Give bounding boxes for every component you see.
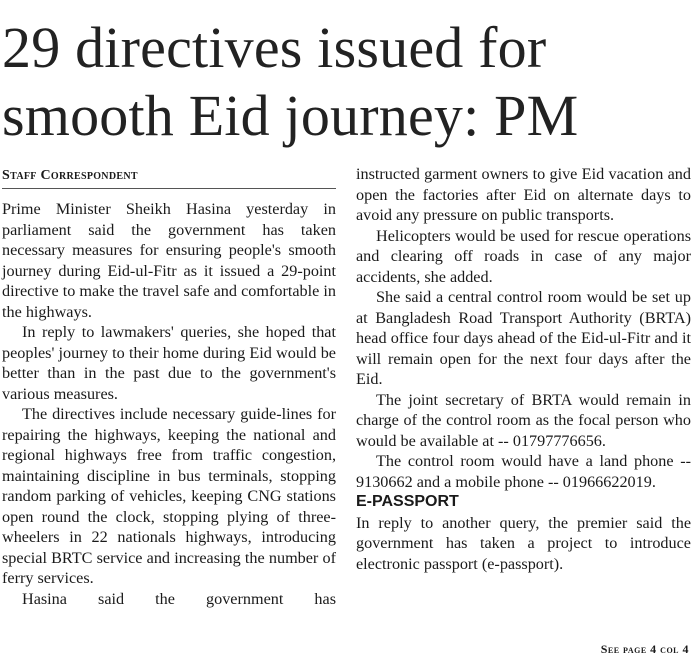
paragraph: The control room would have a land phone -- 9130662 and a mobile phone -- 01966622019.: [356, 452, 691, 491]
paragraph: instructed garment owners to give Eid vacation and open the factories after Eid on alternate days to avoid any pressure on public transports.: [356, 165, 691, 224]
subhead: E-PASSPORT: [356, 493, 459, 510]
headline: 29 directives issued for smooth Eid journey: PM: [2, 15, 579, 148]
paragraph: In reply to lawmakers' queries, she hoped that peoples' journey to their home during Eid would be better than in the past due to the government's various measures.: [2, 323, 336, 403]
paragraph: The directives include necessary guide-lines for repairing the highways, keeping the national and regional highways free from traffic congestion, maintaining discipline in bus terminals, stopping random parking of vehicles, keeping CNG stations open round the clock, stopping plying of three-wheelers in 22 nationals highways, introducing special BRTC service and increasing the number of ferry services.: [2, 405, 336, 587]
jump-line: See page 4 col 4: [600, 642, 689, 656]
paragraph: She said a central control room would be set up at Bangladesh Road Transport Authority (BRTA) head office four days ahead of the Eid-ul-Fitr and it will remain open for the next four days after the Eid.: [356, 288, 691, 388]
paragraph: Helicopters would be used for rescue operations and clearing off roads in case of any major accidents, she added.: [356, 226, 691, 286]
paragraph: Prime Minister Sheikh Hasina yesterday in parliament said the government has taken necessary measures for ensuring people's smooth journey during Eid-ul-Fitr as it issued a 29-point directive to make the travel safe and comfortable in the highways.: [2, 200, 336, 321]
paragraph: The joint secretary of BRTA would remain in charge of the control room as the focal person who would be available at -- 01797776656.: [356, 390, 691, 450]
paragraph: In reply to another query, the premier said the government has taken a project to introduce electronic passport (e-passport).: [356, 513, 691, 573]
right-column: [356, 164, 691, 574]
paragraph: Hasina said the government has: [22, 589, 336, 608]
left-column: [2, 166, 336, 609]
byline: Staff Correspondent: [2, 166, 336, 189]
